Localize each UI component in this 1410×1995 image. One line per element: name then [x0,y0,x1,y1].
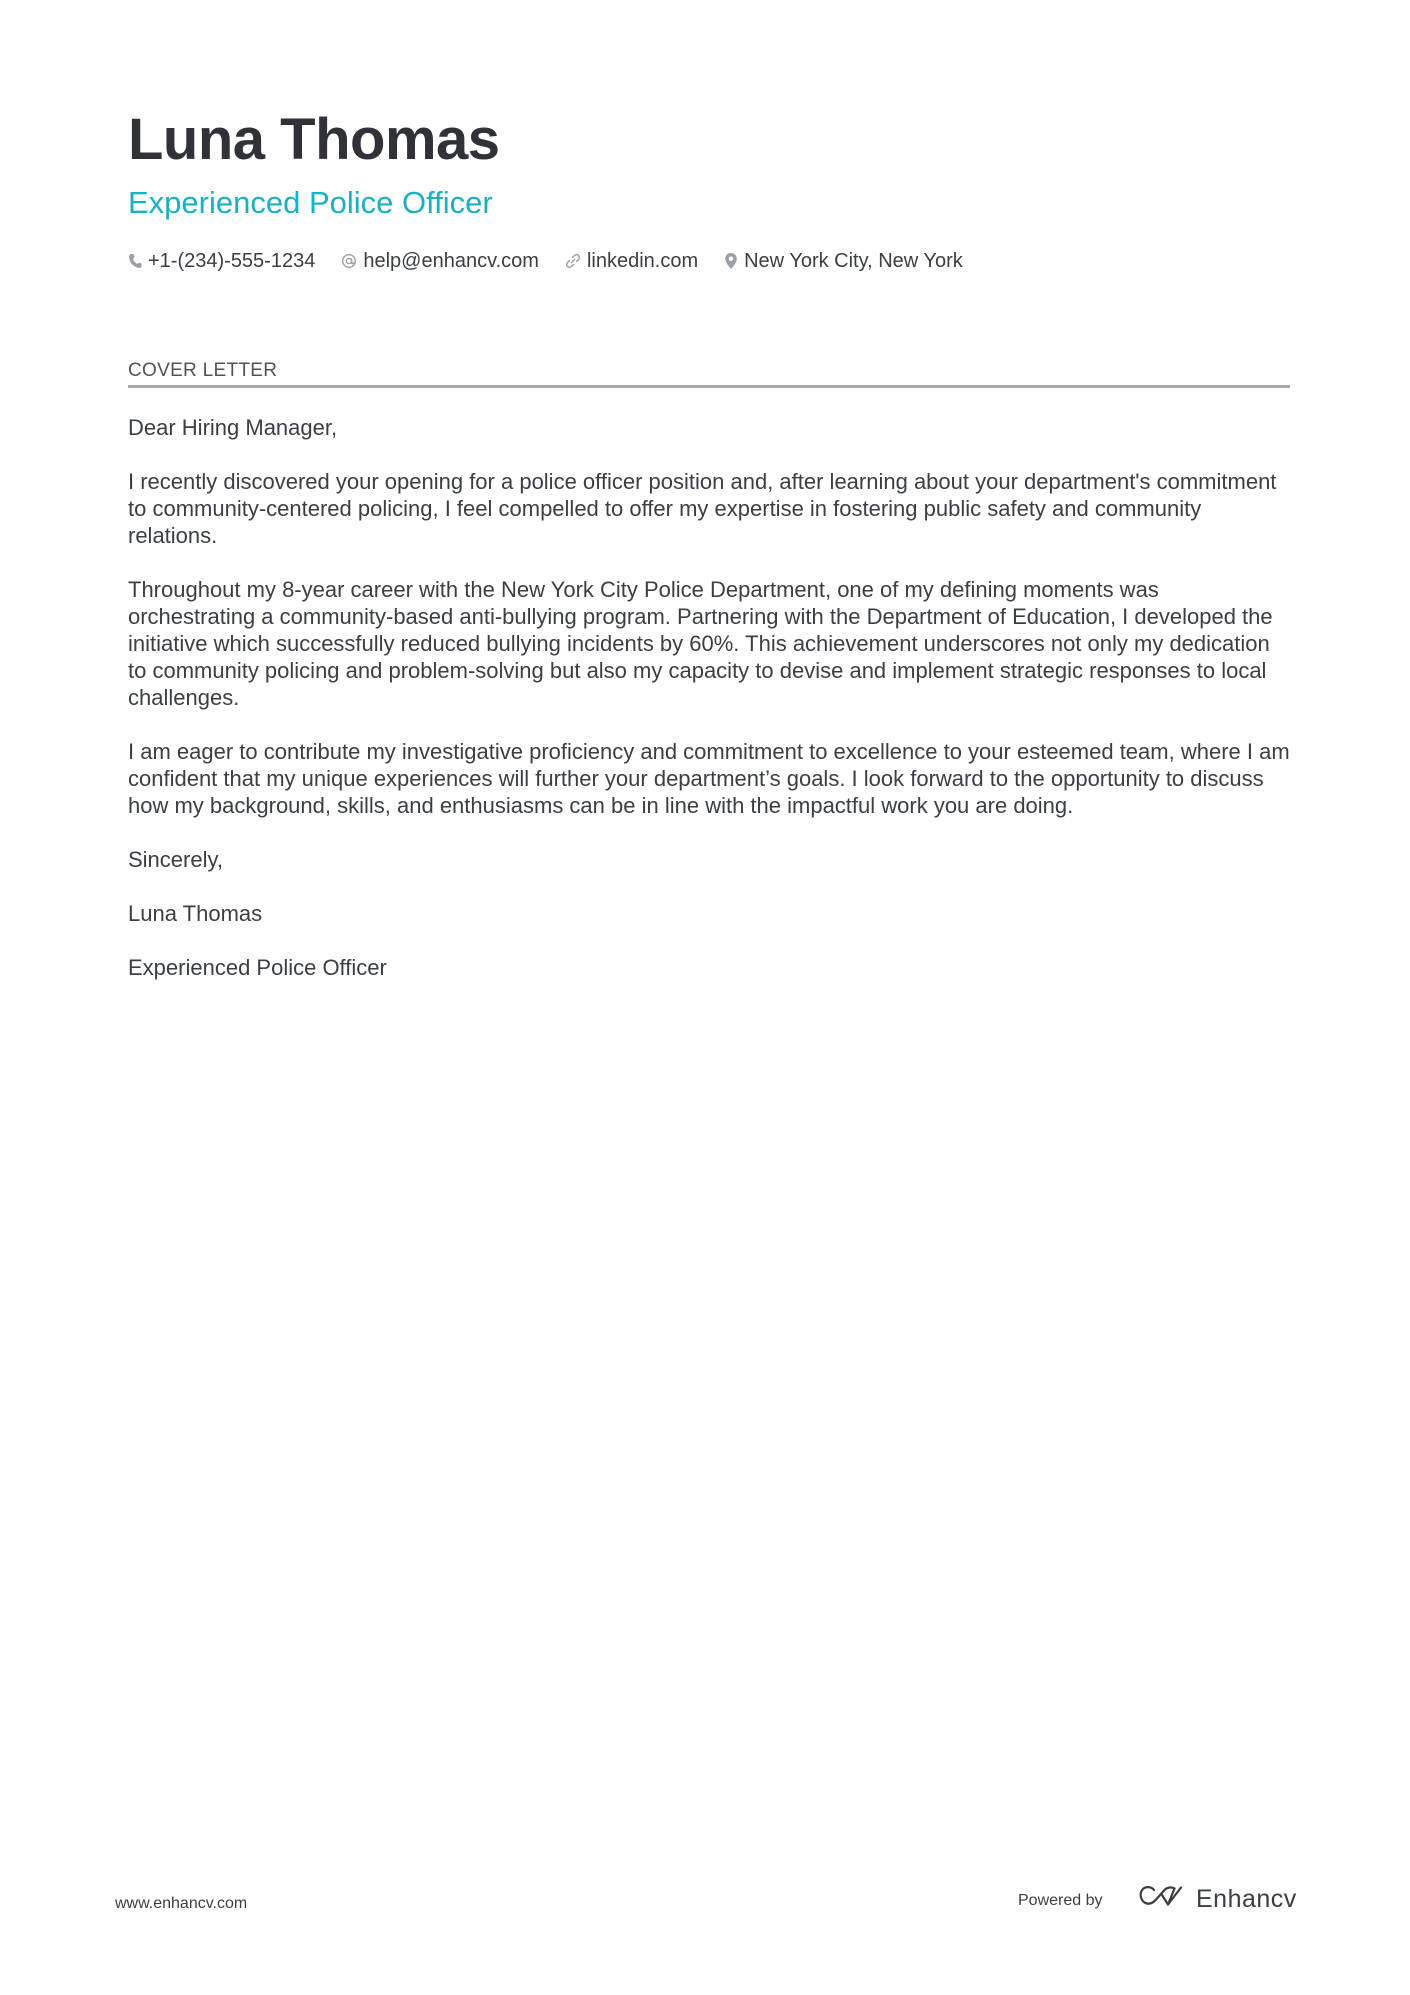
email-value[interactable]: help@enhancv.com [363,249,539,272]
enhancv-wordmark: Enhancv [1196,1884,1297,1913]
contact-email [341,250,539,273]
candidate-name: Luna Thomas [128,107,500,172]
link-icon [565,253,581,269]
contact-phone [128,250,315,273]
contact-location [724,250,963,273]
website-value[interactable]: linkedin.com [586,249,699,272]
signature-name: Luna Thomas [128,901,263,926]
enhancv-logo-icon [1138,1884,1184,1915]
letter-paragraph: I recently discovered your opening for a police officer position and, after learning about your department's commitment to community-centered policing, I feel compelled to offer my expertise in fostering public safety and community relations. [128,469,1277,548]
phone-value: +1-(234)-555-1234 [148,249,316,272]
footer-powered-by: Powered by [1018,1892,1103,1909]
phone-icon [128,253,142,269]
location-pin-icon [724,252,738,270]
candidate-title: Experienced Police Officer [128,185,493,220]
footer-brand-logo[interactable] [1138,1881,1297,1917]
section-title: COVER LETTER [128,360,278,381]
contact-website [565,250,698,273]
contact-row [128,247,963,275]
letter-paragraph: Throughout my 8-year career with the New York City Police Department, one of my defining moments was orchestrating a community-based anti-bullying program. Partnering with the Department of Education, I developed the initiative which successfully reduced bullying incidents by 60%. This achievement underscores not only my dedication to community policing and problem-solving but also my capacity to devise and implement strategic responses to local challenges. [128,577,1273,710]
signature-title: Experienced Police Officer [128,955,387,980]
footer-url[interactable]: www.enhancv.com [115,1895,248,1912]
location-value: New York City, New York [744,249,963,272]
letter-greeting: Dear Hiring Manager, [128,415,338,440]
section-divider [128,385,1290,388]
letter-closing: Sincerely, [128,847,223,872]
letter-body [128,414,1290,1008]
at-sign-icon [341,253,357,269]
letter-paragraph: I am eager to contribute my investigative proficiency and commitment to excellence to your esteemed team, where I am confident that my unique experiences will further your department’s goals. I look forward to the opportunity to discuss how my background, skills, and enthusiasms can be in line with the impactful work you are doing. [128,739,1290,818]
